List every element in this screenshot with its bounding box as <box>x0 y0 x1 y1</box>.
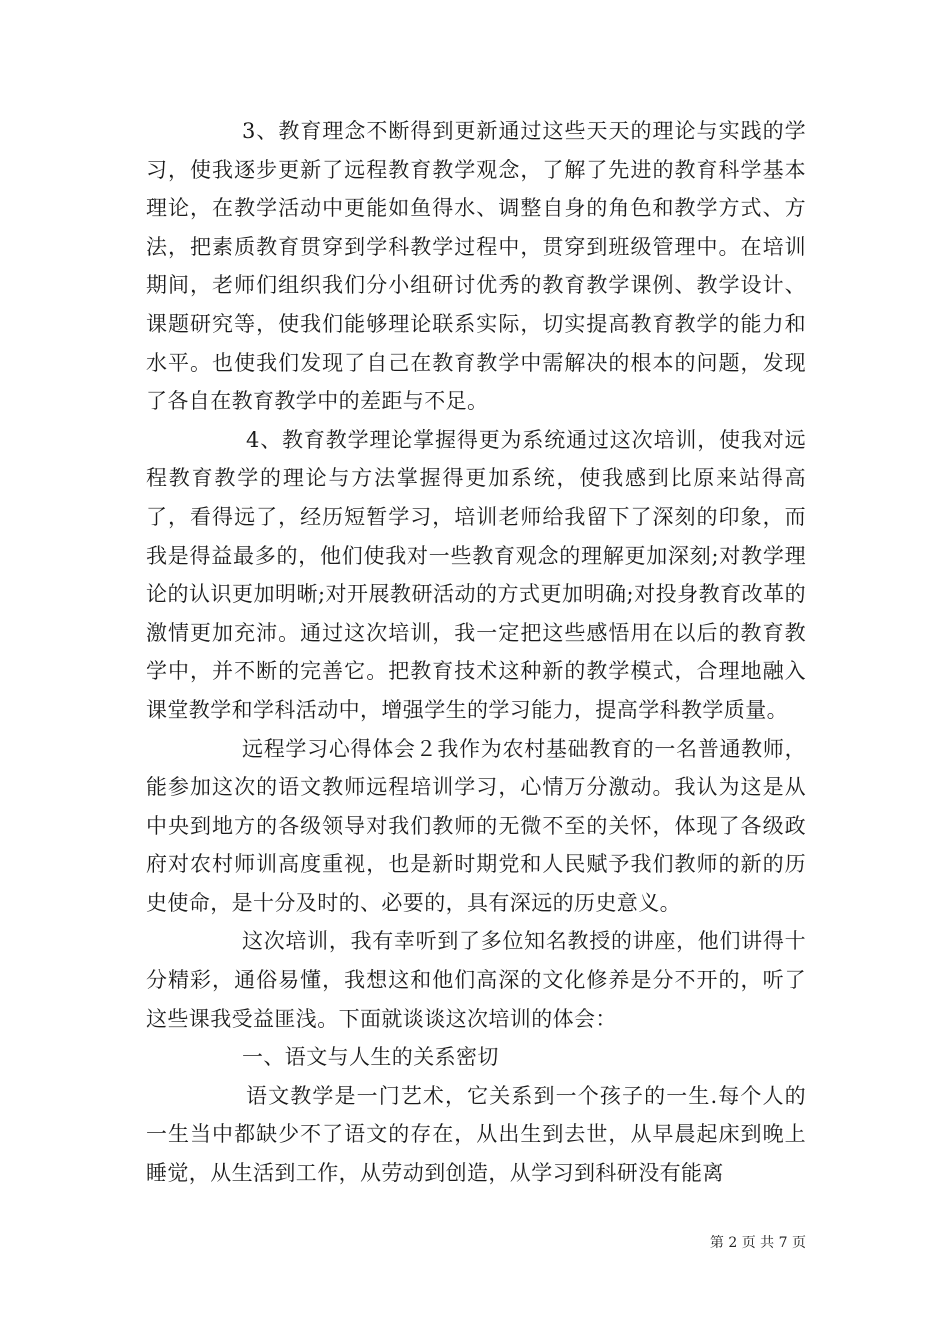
paragraph-chinese-teaching-art: 语文教学是一门艺术，它关系到一个孩子的一生.每个人的一生当中都缺少不了语文的存在，从出生到去世，从早晨起床到晚上睡觉，从生活到工作，从劳动到创造，从学习到科研没有能离 <box>146 1083 806 1186</box>
paragraph-remote-learning-2: 远程学习心得体会２我作为农村基础教育的一名普通教师，能参加这次的语文教师远程培训学习，心情万分激动。我认为这是从中央到地方的各级领导对我们教师的无微不至的关怀，体现了各级政府对农村师训高度重视，也是新时期党和人民赋予我们教师的新的历史使命，是十分及时的、必要的，具有深远的历史意义。 <box>146 736 806 915</box>
paragraph-education-concept: 3、教育理念不断得到更新通过这些天天的理论与实践的学习，使我逐步更新了远程教育教学观念，了解了先进的教育科学基本理论，在教学活动中更能如鱼得水、调整自身的角色和教学方式、方法，把素质教育贯穿到学科教学过程中，贯穿到班级管理中。在培训期间，老师们组织我们分小组研讨优秀的教育教学课例、教学设计、课题研究等，使我们能够理论联系实际，切实提高教育教学的能力和水平。也使我们发现了自己在教育教学中需解决的根本的问题，发现了各自在教育教学中的差距与不足。 <box>146 119 806 414</box>
document-body <box>146 112 806 1193</box>
page-number-footer: 第 2 页 共 7 页 <box>709 1235 806 1251</box>
section-heading-chinese-and-life: 一、语文与人生的关系密切 <box>242 1045 499 1070</box>
paragraph-education-theory: 4、教育教学理论掌握得更为系统通过这次培训，使我对远程教育教学的理论与方法掌握得更加系统，使我感到比原来站得高了，看得远了，经历短暂学习，培训老师给我留下了深刻的印象，而我是得益最多的，他们使我对一些教育观念的理解更加深刻;对教学理论的认识更加明晰;对开展教研活动的方式更加明确;对投身教育改革的激情更加充沛。通过这次培训，我一定把这些感悟用在以后的教育教学中，并不断的完善它。把教育技术这种新的教学模式，合理地融入课堂教学和学科活动中，增强学生的学习能力，提高学科教学质量。 <box>146 427 806 722</box>
paragraph-training-lectures: 这次培训，我有幸听到了多位知名教授的讲座，他们讲得十分精彩，通俗易懂，我想这和他们高深的文化修养是分不开的，听了这些课我受益匪浅。下面就谈谈这次培训的体会： <box>146 929 806 1031</box>
